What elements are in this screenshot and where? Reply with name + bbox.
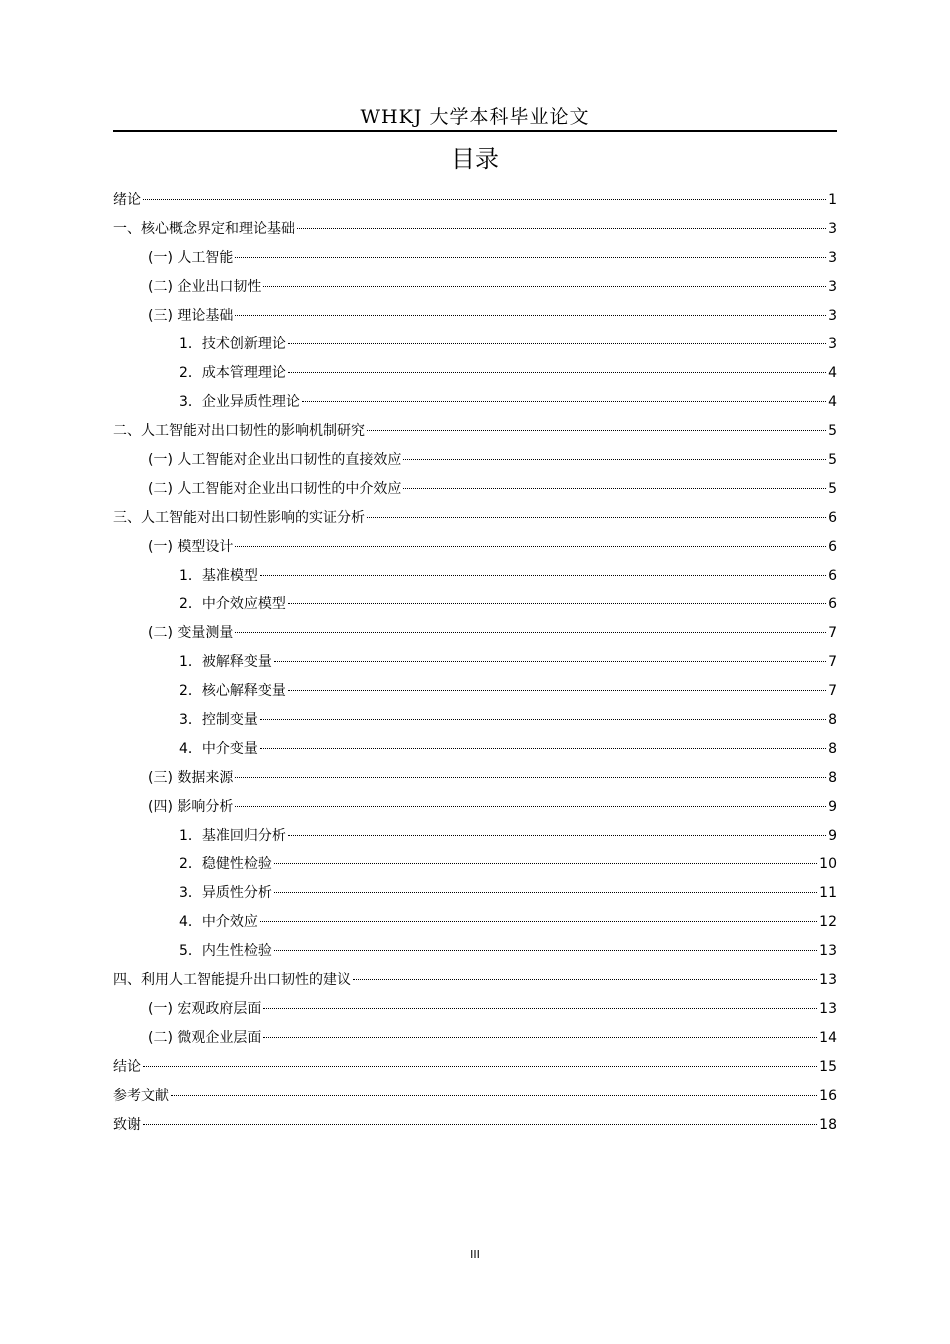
toc-entry[interactable] — [113, 1082, 837, 1111]
toc-entry-text: 2．稳健性检验 — [179, 856, 272, 873]
toc-entry[interactable] — [113, 475, 837, 504]
toc-dot-leader — [235, 546, 826, 547]
toc-entry-page: 8 — [828, 769, 837, 786]
toc-entry[interactable] — [113, 850, 837, 879]
toc-dot-leader — [235, 806, 826, 807]
toc-entry[interactable] — [113, 359, 837, 388]
toc-entry-page: 6 — [828, 509, 837, 526]
toc-entry-page: 3 — [828, 336, 837, 353]
toc-dot-leader — [288, 343, 826, 344]
toc-entry[interactable] — [113, 562, 837, 591]
toc-entry-page: 7 — [828, 683, 837, 700]
toc-entry-text: 2．中介效应模型 — [179, 596, 286, 613]
toc-entry[interactable] — [113, 1053, 837, 1082]
toc-entry[interactable] — [113, 330, 837, 359]
toc-dot-leader — [235, 257, 826, 258]
toc-entry[interactable] — [113, 1111, 837, 1140]
toc-entry-text: (四) 影响分析 — [148, 798, 234, 815]
toc-entry-text: 2．核心解释变量 — [179, 683, 286, 700]
toc-entry-text: (一) 人工智能 — [148, 249, 234, 266]
toc-entry-page: 4 — [828, 365, 837, 382]
toc-dot-leader — [235, 777, 826, 778]
toc-dot-leader — [263, 1037, 817, 1038]
toc-entry-page: 5 — [828, 452, 837, 469]
toc-dot-leader — [263, 286, 826, 287]
toc-entry-text: 三、人工智能对出口韧性影响的实证分析 — [113, 509, 365, 526]
toc-entry[interactable] — [113, 764, 837, 793]
toc-entry-text: (三) 数据来源 — [148, 769, 234, 786]
toc-entry[interactable] — [113, 1024, 837, 1053]
toc-dot-leader — [235, 315, 826, 316]
toc-dot-leader — [260, 748, 826, 749]
toc-dot-leader — [274, 661, 826, 662]
toc-entry-text: 2．成本管理理论 — [179, 365, 286, 382]
toc-entry-text: (一) 宏观政府层面 — [148, 1000, 262, 1017]
toc-entry-page: 7 — [828, 625, 837, 642]
toc-dot-leader — [143, 1066, 817, 1067]
toc-entry[interactable] — [113, 244, 837, 273]
toc-entry-page: 10 — [819, 856, 837, 873]
toc-entry-page: 11 — [819, 885, 837, 902]
toc-dot-leader — [302, 401, 826, 402]
toc-dot-leader — [288, 603, 826, 604]
running-header: WHKJ 大学本科毕业论文 — [360, 106, 590, 128]
toc-entry-page: 5 — [828, 423, 837, 440]
toc-entry-page: 3 — [828, 249, 837, 266]
toc-dot-leader — [297, 228, 826, 229]
toc-dot-leader — [143, 1124, 817, 1125]
page-number: III — [470, 1248, 480, 1261]
toc-dot-leader — [171, 1095, 817, 1096]
toc-entry[interactable] — [113, 966, 837, 995]
toc-entry-page: 13 — [819, 972, 837, 989]
toc-dot-leader — [288, 690, 826, 691]
toc-dot-leader — [143, 199, 826, 200]
toc-entry-page: 13 — [819, 1000, 837, 1017]
toc-entry-text: 1．被解释变量 — [179, 654, 272, 671]
toc-entry-text: 致谢 — [113, 1116, 141, 1133]
toc-dot-leader — [353, 979, 817, 980]
toc-dot-leader — [274, 863, 817, 864]
header-rule — [113, 130, 837, 132]
toc-entry-text: 4．中介效应 — [179, 914, 258, 931]
toc-entry[interactable] — [113, 648, 837, 677]
toc-entry[interactable] — [113, 186, 837, 215]
toc-entry[interactable] — [113, 995, 837, 1024]
toc-entry[interactable] — [113, 706, 837, 735]
toc-entry-page: 3 — [828, 307, 837, 324]
toc-entry-text: 3．企业异质性理论 — [179, 394, 300, 411]
toc-entry-page: 8 — [828, 712, 837, 729]
toc-entry-page: 14 — [819, 1029, 837, 1046]
toc-dot-leader — [403, 459, 826, 460]
toc-entry-text: (一) 人工智能对企业出口韧性的直接效应 — [148, 452, 402, 469]
toc-entry-page: 13 — [819, 943, 837, 960]
toc-dot-leader — [403, 488, 826, 489]
toc-entry-page: 6 — [828, 596, 837, 613]
toc-entry-page: 9 — [828, 798, 837, 815]
toc-entry[interactable] — [113, 822, 837, 851]
toc-entry[interactable] — [113, 619, 837, 648]
toc-dot-leader — [263, 1008, 817, 1009]
toc-entry-text: 3．控制变量 — [179, 712, 258, 729]
toc-dot-leader — [235, 632, 826, 633]
toc-entry-text: 绪论 — [113, 192, 141, 208]
toc-entry-page: 6 — [828, 567, 837, 584]
toc-dot-leader — [260, 719, 826, 720]
toc-title: 目录 — [451, 145, 499, 173]
toc-entry[interactable] — [113, 879, 837, 908]
toc-dot-leader — [367, 517, 826, 518]
toc-dot-leader — [288, 372, 826, 373]
toc-entry[interactable] — [113, 273, 837, 302]
toc-entry-text: 5．内生性检验 — [179, 943, 272, 960]
toc-entry-text: 1．基准模型 — [179, 567, 258, 584]
toc-entry-page: 4 — [828, 394, 837, 411]
toc-entry-page: 15 — [819, 1058, 837, 1075]
toc-dot-leader — [288, 835, 826, 836]
toc-entry-text: (二) 企业出口韧性 — [148, 278, 262, 295]
toc-entry-page: 9 — [828, 827, 837, 844]
toc-entry-text: (二) 变量测量 — [148, 625, 234, 642]
table-of-contents — [113, 186, 837, 1139]
toc-entry-page: 18 — [819, 1116, 837, 1133]
toc-entry-text: (二) 微观企业层面 — [148, 1029, 262, 1046]
toc-entry[interactable] — [113, 417, 837, 446]
toc-entry-text: 一、核心概念界定和理论基础 — [113, 220, 295, 237]
toc-entry[interactable] — [113, 388, 837, 417]
toc-entry-text: 四、利用人工智能提升出口韧性的建议 — [113, 972, 351, 989]
toc-entry-text: 结论 — [113, 1058, 141, 1075]
toc-entry[interactable] — [113, 504, 837, 533]
toc-entry-text: (二) 人工智能对企业出口韧性的中介效应 — [148, 480, 402, 497]
toc-entry-page: 12 — [819, 914, 837, 931]
toc-entry-text: 4．中介变量 — [179, 740, 258, 757]
toc-entry-text: 1．基准回归分析 — [179, 827, 286, 844]
toc-entry-text: 3．异质性分析 — [179, 885, 272, 902]
toc-entry-page: 5 — [828, 480, 837, 497]
toc-entry-text: (三) 理论基础 — [148, 307, 234, 324]
toc-entry[interactable] — [113, 446, 837, 475]
toc-entry[interactable] — [113, 215, 837, 244]
toc-entry[interactable] — [113, 302, 837, 331]
toc-entry-page: 16 — [819, 1087, 837, 1104]
toc-dot-leader — [260, 575, 826, 576]
toc-entry-page: 1 — [828, 192, 837, 208]
toc-dot-leader — [260, 921, 817, 922]
toc-entry-page: 3 — [828, 220, 837, 237]
toc-entry[interactable] — [113, 793, 837, 822]
toc-entry-page: 3 — [828, 278, 837, 295]
toc-entry-text: 1．技术创新理论 — [179, 336, 286, 353]
toc-dot-leader — [367, 430, 826, 431]
toc-entry[interactable] — [113, 590, 837, 619]
toc-entry-page: 7 — [828, 654, 837, 671]
toc-entry[interactable] — [113, 677, 837, 706]
toc-entry-text: 二、人工智能对出口韧性的影响机制研究 — [113, 423, 365, 440]
toc-entry[interactable] — [113, 735, 837, 764]
toc-entry-text: (一) 模型设计 — [148, 538, 234, 555]
toc-entry-text: 参考文献 — [113, 1087, 169, 1104]
toc-dot-leader — [274, 892, 817, 893]
toc-entry-page: 8 — [828, 740, 837, 757]
toc-dot-leader — [274, 950, 817, 951]
toc-entry[interactable] — [113, 533, 837, 562]
toc-entry-page: 6 — [828, 538, 837, 555]
toc-entry[interactable] — [113, 908, 837, 937]
toc-entry[interactable] — [113, 937, 837, 966]
